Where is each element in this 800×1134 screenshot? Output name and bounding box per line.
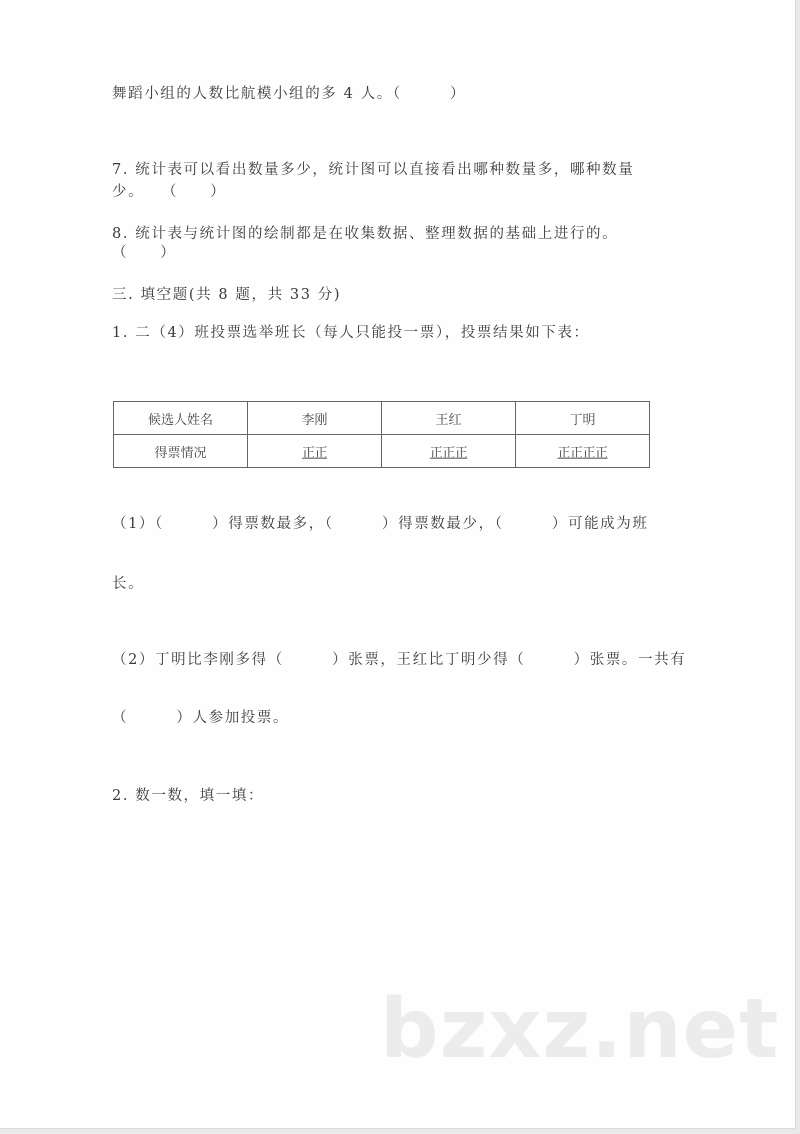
table-row bbox=[114, 402, 650, 435]
fill-question-1-part-2-line-1: （2）丁明比李刚多得（ ）张票，王红比丁明少得（ ）张票。一共有 bbox=[112, 652, 687, 668]
question-8-line-1: 8. 统计表与统计图的绘制都是在收集数据、整理数据的基础上进行的。 bbox=[112, 226, 619, 242]
fill-question-1-part-1-line-2: 长。 bbox=[112, 576, 145, 592]
table-header-cell: 李刚 bbox=[248, 402, 382, 435]
table-header-cell: 王红 bbox=[382, 402, 516, 435]
tally-cell: 正正 bbox=[248, 435, 382, 468]
watermark: bzxz.net bbox=[380, 982, 780, 1077]
table-header-cell: 候选人姓名 bbox=[114, 402, 248, 435]
tally-cell: 正正正 bbox=[382, 435, 516, 468]
tally-cell: 正正正正 bbox=[516, 435, 650, 468]
fill-question-2: 2. 数一数，填一填： bbox=[112, 788, 265, 804]
table-header-cell: 丁明 bbox=[516, 402, 650, 435]
question-8-line-2: （ ） bbox=[112, 245, 177, 261]
question-7-line-1: 7. 统计表可以看出数量多少，统计图可以直接看出哪种数量多，哪种数量 bbox=[112, 162, 635, 178]
question-6-continuation: 舞蹈小组的人数比航模小组的多 4 人。（ ） bbox=[112, 86, 467, 102]
fill-question-1: 1. 二（4）班投票选举班长（每人只能投一票），投票结果如下表： bbox=[112, 325, 590, 341]
fill-question-1-part-2-line-2: （ ）人参加投票。 bbox=[112, 710, 290, 726]
vote-result-table bbox=[113, 401, 650, 468]
fill-question-1-part-1-line-1: （1）（ ）得票数最多，（ ）得票数最少，（ ）可能成为班 bbox=[112, 516, 649, 532]
section-3-title: 三. 填空题(共 8 题，共 33 分) bbox=[112, 287, 342, 303]
table-row bbox=[114, 435, 650, 468]
question-7-line-2: 少。 （ ） bbox=[112, 184, 227, 200]
table-cell: 得票情况 bbox=[114, 435, 248, 468]
